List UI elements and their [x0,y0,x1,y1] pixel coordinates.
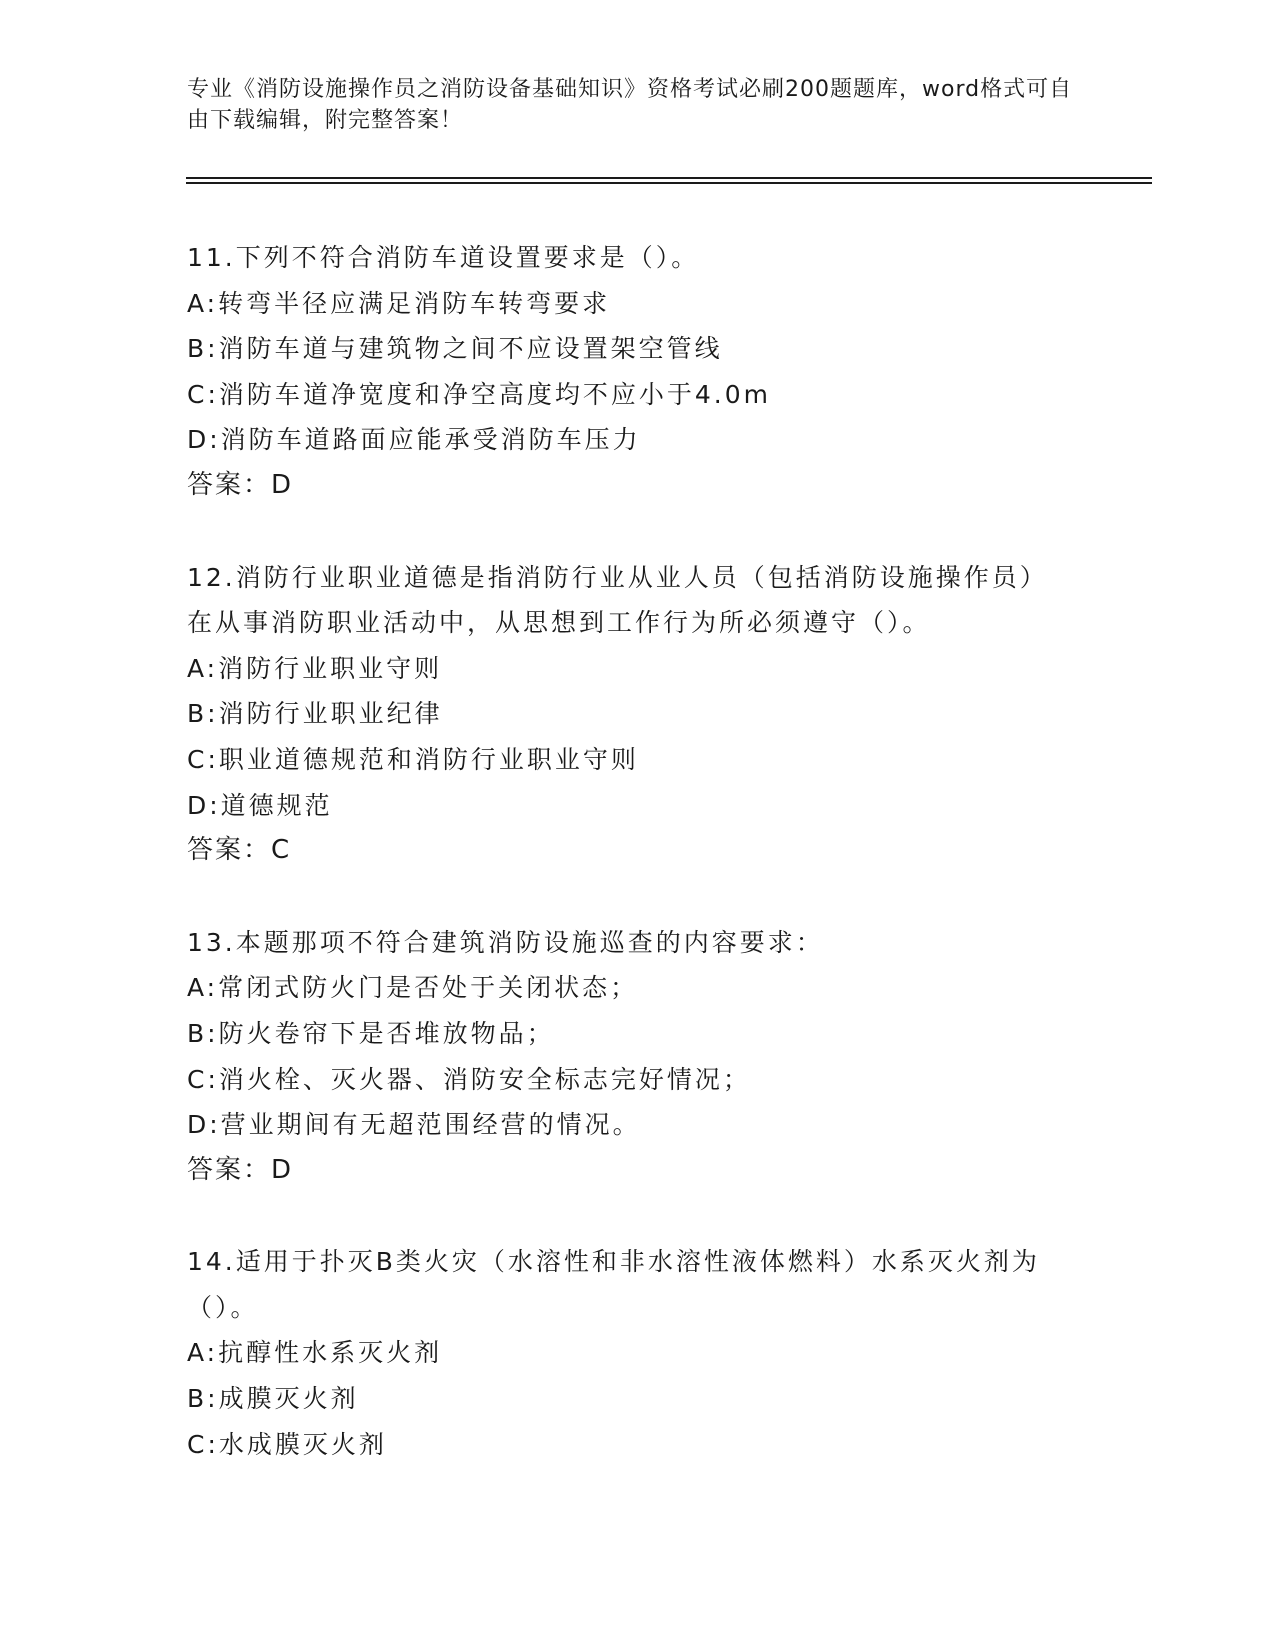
option-c: C:水成膜灭火剂 [187,1429,387,1459]
document-header: 专业《消防设施操作员之消防设备基础知识》资格考试必刷200题题库，word格式可自由下载编辑，附完整答案！ [187,77,1073,133]
option-c: C:消防车道净宽度和净空高度均不应小于4.0m [187,379,771,409]
header-divider-top [186,177,1152,179]
option-b: B:防火卷帘下是否堆放物品； [187,1018,555,1048]
question-13 [187,920,1087,1194]
question-stem-line-1: 12.消防行业职业道德是指消防行业从业人员（包括消防设施操作员） [187,562,1048,592]
option-c: C:消火栓、灭火器、消防安全标志完好情况； [187,1064,751,1094]
question-list [187,235,1087,1513]
option-a: A:转弯半径应满足消防车转弯要求 [187,288,611,318]
option-b: B:消防车道与建筑物之间不应设置架空管线 [187,334,723,364]
option-b: B:成膜灭火剂 [187,1384,359,1414]
answer-label: 答案：C [187,835,292,866]
question-stem: 13.本题那项不符合建筑消防设施巡查的内容要求： [187,927,824,957]
option-c: C:职业道德规范和消防行业职业守则 [187,744,639,774]
header-divider-bottom [186,182,1152,184]
option-d: D:消防车道路面应能承受消防车压力 [187,425,641,455]
option-d: D:营业期间有无超范围经营的情况。 [187,1110,641,1140]
question-stem-line-1: 14.适用于扑灭B类火灾（水溶性和非水溶性液体燃料）水系灭火剂为 [187,1247,1040,1277]
question-12 [187,555,1087,874]
option-a: A:常闭式防火门是否处于关闭状态； [187,973,639,1003]
question-stem-line-2: 在从事消防职业活动中，从思想到工作行为所必须遵守（）。 [187,608,931,638]
option-d: D:道德规范 [187,790,333,820]
question-stem-line-2: （）。 [187,1292,259,1322]
answer-label: 答案：D [187,1154,294,1185]
answer-label: 答案：D [187,469,294,500]
option-a: A:抗醇性水系灭火剂 [187,1338,443,1368]
question-14 [187,1239,1087,1467]
question-stem: 11.下列不符合消防车道设置要求是（）。 [187,243,700,272]
question-11 [187,235,1087,509]
option-a: A:消防行业职业守则 [187,653,443,683]
option-b: B:消防行业职业纪律 [187,699,443,729]
